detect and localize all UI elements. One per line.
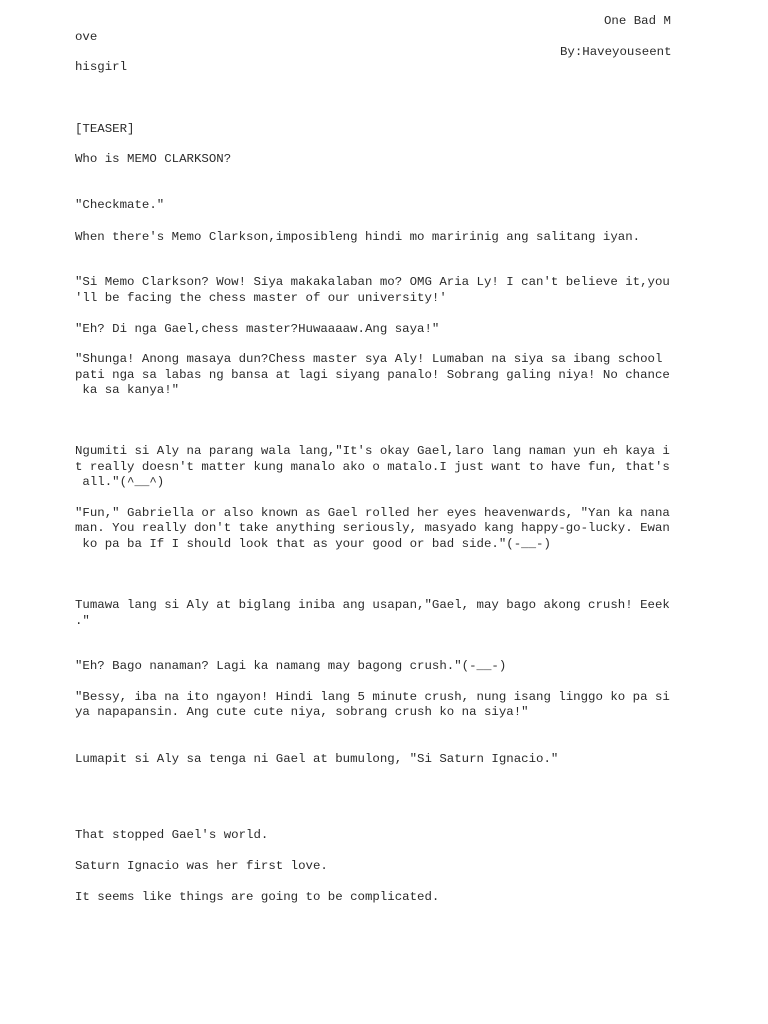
paragraph-line: ko pa ba If I should look that as your good or bad side."(-__-)	[75, 537, 551, 551]
paragraph-line: "Si Memo Clarkson? Wow! Siya makakalaban mo? OMG Aria Ly! I can't believe it,you	[75, 275, 670, 289]
paragraph-line: That stopped Gael's world.	[75, 828, 269, 842]
author-line-1: By:Haveyouseent	[560, 45, 672, 59]
paragraph-line: t really doesn't matter kung manalo ako o matalo.I just want to have fun, that's	[75, 460, 670, 474]
paragraph-line: ya napapansin. Ang cute cute niya, sobrang crush ko na siya!"	[75, 705, 529, 719]
paragraph-line: Ngumiti si Aly na parang wala lang,"It's okay Gael,laro lang naman yun eh kaya i	[75, 444, 670, 458]
paragraph-line: man. You really don't take anything seriously, masyado kang happy-go-lucky. Ewan	[75, 521, 670, 535]
paragraph-line: Lumapit si Aly sa tenga ni Gael at bumulong, "Si Saturn Ignacio."	[75, 752, 559, 766]
paragraph-line: "Shunga! Anong masaya dun?Chess master sya Aly! Lumaban na siya sa ibang school	[75, 352, 663, 366]
paragraph-line: ."	[75, 614, 90, 628]
paragraph-line: all."(^__^)	[75, 475, 165, 489]
section-heading: [TEASER]	[75, 122, 135, 136]
paragraph-line: "Checkmate."	[75, 198, 165, 212]
paragraph-line: "Bessy, iba na ito ngayon! Hindi lang 5 minute crush, nung isang linggo ko pa si	[75, 690, 670, 704]
paragraph-line: Who is MEMO CLARKSON?	[75, 152, 232, 166]
paragraph-line: "Fun," Gabriella or also known as Gael rolled her eyes heavenwards, "Yan ka nana	[75, 506, 670, 520]
paragraph-line: Tumawa lang si Aly at biglang iniba ang usapan,"Gael, may bago akong crush! Eeek	[75, 598, 670, 612]
story-title-line-1: One Bad M	[604, 14, 671, 28]
paragraph-line: pati nga sa labas ng bansa at lagi siyang panalo! Sobrang galing niya! No chance	[75, 368, 670, 382]
story-title-line-2: ove	[75, 30, 98, 44]
paragraph-line: ka sa kanya!"	[75, 383, 180, 397]
author-line-2: hisgirl	[75, 60, 128, 74]
paragraph-line: It seems like things are going to be complicated.	[75, 890, 440, 904]
paragraph-line: When there's Memo Clarkson,imposibleng hindi mo maririnig ang salitang iyan.	[75, 230, 641, 244]
paragraph-line: "Eh? Di nga Gael,chess master?Huwaaaaw.Ang saya!"	[75, 322, 440, 336]
paragraph-line: Saturn Ignacio was her first love.	[75, 859, 328, 873]
paragraph-line: "Eh? Bago nanaman? Lagi ka namang may bagong crush."(-__-)	[75, 659, 507, 673]
paragraph-line: 'll be facing the chess master of our university!'	[75, 291, 447, 305]
